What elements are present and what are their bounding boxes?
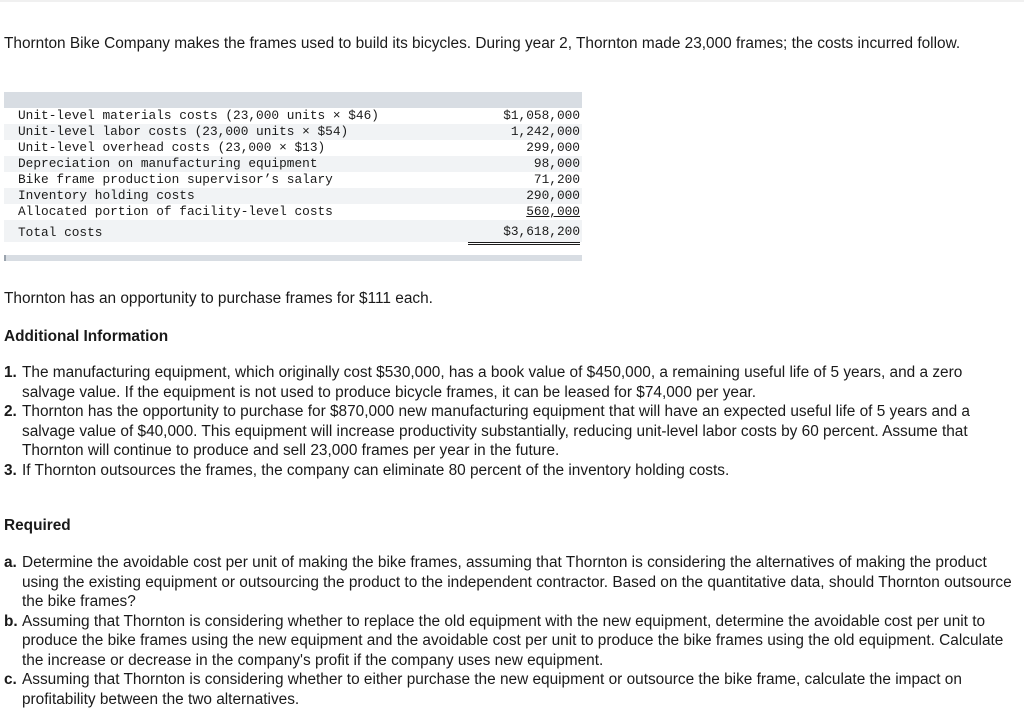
total-label: Total costs xyxy=(18,225,103,240)
item-marker: 2. xyxy=(4,403,17,420)
row-value: 1,242,000 xyxy=(510,124,580,139)
row-label: Allocated portion of facility-level costs xyxy=(18,204,333,219)
row-label: Unit-level labor costs (23,000 units × $54) xyxy=(18,124,349,139)
table-body xyxy=(4,108,582,242)
total-value: $3,618,200 xyxy=(468,222,580,245)
table-row xyxy=(4,188,582,204)
item-marker: c. xyxy=(4,671,17,688)
additional-info-heading: Additional Information xyxy=(4,328,169,345)
row-value: 98,000 xyxy=(533,156,580,171)
item-text: The manufacturing equipment, which originally cost $530,000, has a book value of $450,000, a remaining useful life of 5 years, and a zero salvage value. If the equipment is not used to produce bicycle frames, it can be leased for $74,000 per year. xyxy=(22,364,963,401)
table-row xyxy=(4,172,582,188)
row-value: 560,000 xyxy=(526,204,580,219)
item-marker: b. xyxy=(4,612,18,630)
table-row xyxy=(4,108,582,124)
row-label: Inventory holding costs xyxy=(18,188,195,203)
list-item xyxy=(4,363,1016,402)
table-row xyxy=(4,156,582,172)
item-marker: 3. xyxy=(4,461,17,479)
row-value: 71,200 xyxy=(533,172,580,187)
item-text: Assuming that Thornton is considering whether to replace the old equipment with the new equipment, determine the avoidable cost per unit to produce the bike frames using the new equipment and the avoidable cost per unit to produce the bike frames using the old equipment. Calculate the increase or decrease in the company's profit if the company uses new equipment. xyxy=(22,612,1004,669)
table-total-row xyxy=(4,220,582,242)
row-label: Unit-level overhead costs (23,000 × $13) xyxy=(18,140,326,155)
list-item xyxy=(4,461,1016,481)
table-header-band xyxy=(4,92,582,108)
row-label: Unit-level materials costs (23,000 units × $46) xyxy=(18,108,379,123)
top-divider xyxy=(0,0,1024,2)
row-value: 299,000 xyxy=(526,140,580,155)
required-list xyxy=(4,553,1016,709)
intro-paragraph: Thornton Bike Company makes the frames used to build its bicycles. During year 2, Thornton made 23,000 frames; the costs incurred follow. xyxy=(4,35,961,52)
additional-info-list xyxy=(4,363,1016,480)
item-text: Determine the avoidable cost per unit of making the bike frames, assuming that Thornton is considering the alternatives of making the product using the existing equipment or outsourcing the product to the independent contractor. Based on the quantitative data, should Thornton outsource the bike frames? xyxy=(22,554,1012,610)
item-text: Thornton has the opportunity to purchase for $870,000 new manufacturing equipment that will have an expected useful life of 5 years and a salvage value of $40,000. This equipment will increase productivity substantially, reducing unit-level labor costs by 60 percent. Assume that Thornton will continue to produce and sell 23,000 frames per year in the future. xyxy=(22,403,970,459)
opportunity-text: Thornton has an opportunity to purchase frames for $111 each. xyxy=(4,290,433,307)
table-footer-band xyxy=(4,255,582,261)
item-marker: a. xyxy=(4,554,17,571)
item-text: Assuming that Thornton is considering whether to either purchase the new equipment or outsource the bike frame, calculate the impact on profitability between the two alternatives. xyxy=(22,671,962,708)
table-row xyxy=(4,204,582,220)
list-item xyxy=(4,670,1016,709)
required-heading: Required xyxy=(4,517,71,534)
item-text: If Thornton outsources the frames, the company can eliminate 80 percent of the inventory holding costs. xyxy=(22,461,730,479)
list-item xyxy=(4,553,1016,612)
item-marker: 1. xyxy=(4,364,17,381)
table-row xyxy=(4,124,582,140)
row-value: 290,000 xyxy=(526,188,580,203)
table-row xyxy=(4,140,582,156)
list-item xyxy=(4,402,1016,461)
row-label: Bike frame production supervisor’s salary xyxy=(18,172,333,187)
list-item xyxy=(4,612,1016,671)
costs-table xyxy=(4,92,582,261)
row-value: $1,058,000 xyxy=(503,108,580,123)
row-label: Depreciation on manufacturing equipment xyxy=(18,156,318,171)
